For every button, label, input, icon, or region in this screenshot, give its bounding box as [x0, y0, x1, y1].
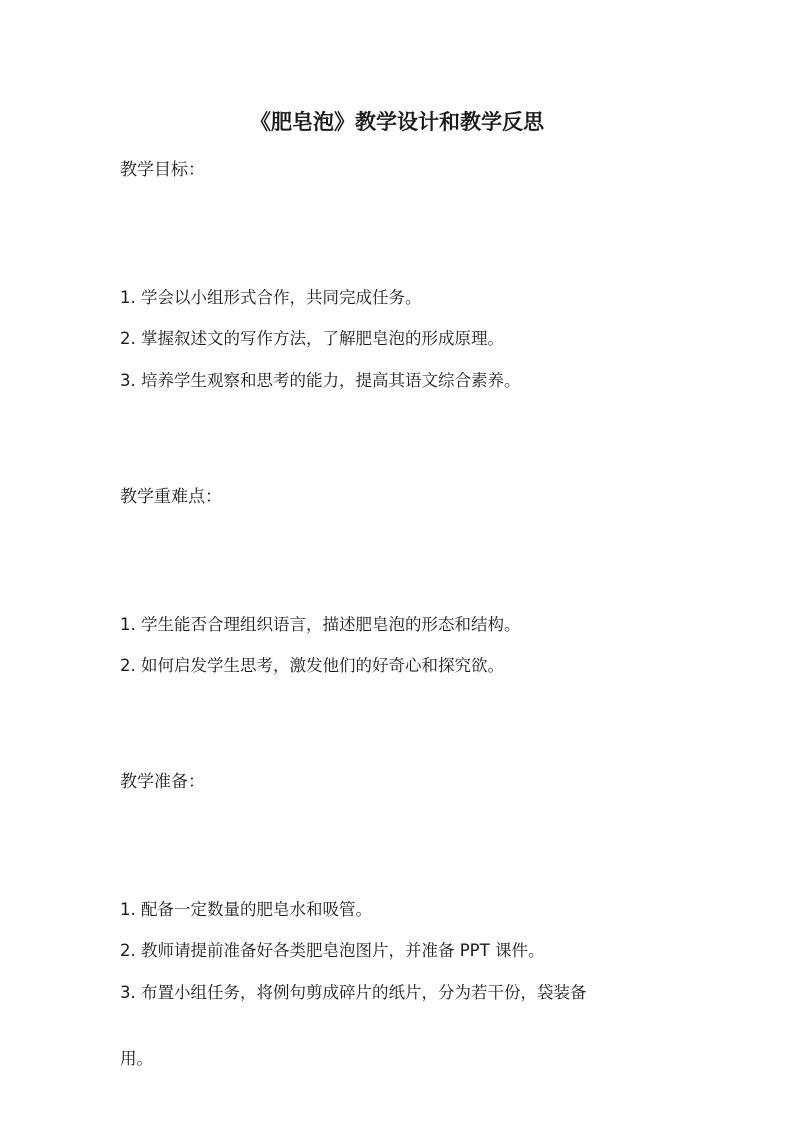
list-item: 2. 掌握叙述文的写作方法，了解肥皂泡的形成原理。: [120, 329, 504, 348]
list-item: 3. 布置小组任务，将例句剪成碎片的纸片，分为若干份，袋装备: [120, 983, 587, 1002]
list-item: 1. 学生能否合理组织语言，描述肥皂泡的形态和结构。: [120, 615, 521, 634]
section-heading-preparation: 教学准备：: [120, 772, 205, 792]
list-item: 3. 培养学生观察和思考的能力，提高其语文综合素养。: [120, 371, 521, 390]
section-heading-objectives: 教学目标：: [120, 160, 205, 180]
list-item: 1. 配备一定数量的肥皂水和吸管。: [120, 900, 372, 919]
list-item: 2. 教师请提前准备好各类肥皂泡图片，并准备 PPT 课件。: [120, 941, 545, 960]
section-heading-key-points: 教学重难点：: [120, 487, 222, 507]
list-item-continuation: 用。: [120, 1049, 153, 1068]
document-title: 《肥皂泡》教学设计和教学反思: [250, 110, 544, 134]
list-item: 1. 学会以小组形式合作，共同完成任务。: [120, 288, 422, 307]
list-item: 2. 如何启发学生思考，激发他们的好奇心和探究欲。: [120, 656, 504, 675]
